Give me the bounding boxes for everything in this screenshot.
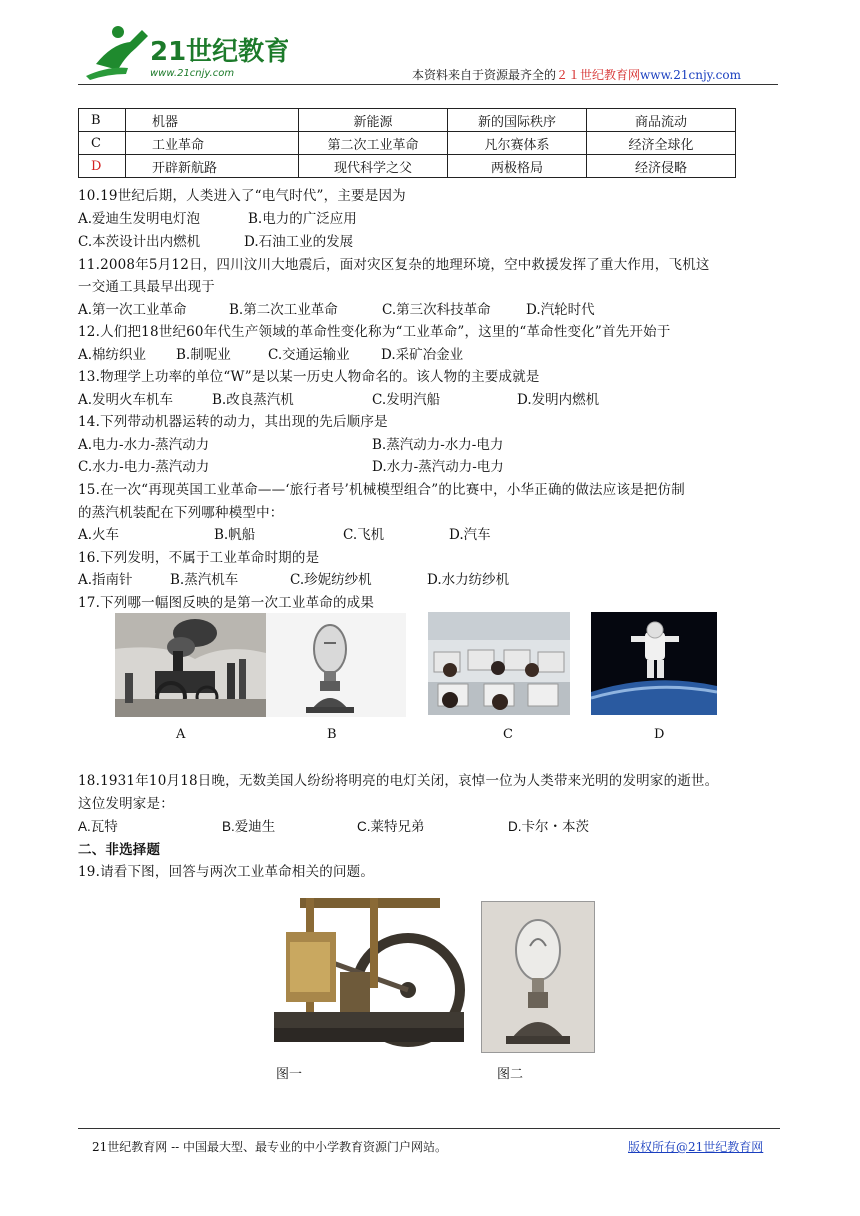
q18-option-b: B.爱迪生 [222, 819, 276, 834]
q17-stem: 17.下列哪一幅图反映的是第一次工业革命的成果 [78, 595, 375, 611]
q16-option-b: B.蒸汽机车 [170, 572, 239, 588]
q18-stem-1: 18.1931年10月18日晚，无数美国人纷纷将明亮的电灯关闭，哀悼一位为人类带来光明的发明家的逝世。 [78, 773, 719, 789]
q16-option-a: A.指南针 [78, 572, 133, 588]
q10-option-d: D.石油工业的发展 [244, 234, 354, 250]
q12-stem: 12.人们把18世纪60年代生产领域的革命性变化称为“工业革命”，这里的“革命性变化”首先开始于 [78, 324, 671, 340]
q15-stem-2: 的蒸汽机装配在下列哪种模型中： [78, 505, 284, 521]
figure-1-caption: 图一 [276, 1067, 303, 1082]
q10-stem: 10.19世纪后期，人类进入了“电气时代”，主要是因为 [78, 188, 406, 204]
q12-option-b: B.制呢业 [176, 347, 231, 363]
image-light-bulb [266, 613, 406, 717]
section-heading: 二、非选择题 [78, 842, 161, 858]
image-astronaut [591, 612, 717, 715]
q18-option-c: C.莱特兄弟 [357, 819, 425, 834]
q10-option-c: C.本茨设计出内燃机 [78, 234, 201, 250]
q11-option-c: C.第三次科技革命 [382, 302, 491, 318]
options-table [78, 108, 736, 178]
q15-option-d: D.汽车 [449, 527, 491, 543]
q13-option-a: A.发明火车机车 [78, 392, 174, 408]
q11-stem-2: 一交通工具最早出现于 [78, 279, 215, 295]
q18-option-d: D.卡尔・本茨 [508, 819, 589, 834]
table-row: D 开辟新航路 现代科学之父 两极格局 经济侵略 [79, 155, 736, 178]
footer-note: 21世纪教育网 -- 中国最大型、最专业的中小学教育资源门户网站。 [92, 1140, 448, 1154]
image-edison-bulb [481, 901, 595, 1053]
header-note: 本资料来自于资源最齐全的２１世纪教育网www.21cnjy.com [412, 68, 741, 82]
site-logo [78, 18, 288, 86]
q12-option-c: C.交通运输业 [268, 347, 350, 363]
q15-option-c: C.飞机 [343, 527, 385, 543]
q15-option-b: B.帆船 [214, 527, 256, 543]
q16-option-c: C.珍妮纺纱机 [290, 572, 372, 588]
svg-text:21世纪教育: 21世纪教育 [150, 37, 288, 67]
table-row: B 机器 新能源 新的国际秩序 商品流动 [79, 109, 736, 132]
q18-stem-2: 这位发明家是： [78, 796, 174, 812]
q14-option-a: A.电力-水力-蒸汽动力 [78, 437, 210, 453]
footer-divider [78, 1128, 780, 1129]
q19-stem: 19.请看下图，回答与两次工业革命相关的问题。 [78, 864, 375, 880]
header-divider [78, 84, 778, 85]
q17-label-a: A [176, 727, 186, 742]
q17-label-c: C [503, 727, 513, 742]
header-url-link[interactable]: www.21cnjy.com [640, 68, 741, 82]
figure-2-caption: 图二 [497, 1067, 524, 1082]
q14-stem: 14.下列带动机器运转的动力，其出现的先后顺序是 [78, 414, 388, 430]
svg-text:www.21cnjy.com: www.21cnjy.com [150, 68, 235, 79]
table-row: C 工业革命 第二次工业革命 凡尔赛体系 经济全球化 [79, 132, 736, 155]
q10-option-b: B.电力的广泛应用 [248, 211, 357, 227]
image-computer-classroom [428, 612, 570, 715]
q12-option-d: D.采矿冶金业 [381, 347, 464, 363]
image-steam-engine [270, 892, 472, 1049]
q13-option-d: D.发明内燃机 [517, 392, 600, 408]
q14-option-b: B.蒸汽动力-水力-电力 [372, 437, 504, 453]
q11-option-d: D.汽轮时代 [526, 302, 595, 318]
q10-option-a: A.爱迪生发明电灯泡 [78, 211, 201, 227]
q18-option-a: A.瓦特 [78, 819, 118, 834]
q11-option-b: B.第二次工业革命 [229, 302, 338, 318]
image-steam-locomotive [115, 613, 266, 717]
q15-stem-1: 15.在一次“再现英国工业革命——‘旅行者号’机械模型组合”的比赛中，小华正确的做法应该是把仿制 [78, 482, 685, 498]
q11-option-a: A.第一次工业革命 [78, 302, 187, 318]
q13-option-c: C.发明汽船 [372, 392, 441, 408]
q14-option-d: D.水力-蒸汽动力-电力 [372, 459, 504, 475]
q17-label-d: D [654, 727, 665, 742]
q17-label-b: B [327, 727, 337, 742]
footer-copyright-link[interactable]: 版权所有@21世纪教育网 [628, 1140, 764, 1154]
q11-stem-1: 11.2008年5月12日，四川汶川大地震后，面对灾区复杂的地理环境，空中救援发挥了重大作用，飞机这 [78, 257, 710, 273]
q13-option-b: B.改良蒸汽机 [212, 392, 294, 408]
q14-option-c: C.水力-电力-蒸汽动力 [78, 459, 210, 475]
q13-stem: 13.物理学上功率的单位“W”是以某一历史人物命名的。该人物的主要成就是 [78, 369, 540, 385]
q15-option-a: A.火车 [78, 527, 120, 543]
q16-option-d: D.水力纺纱机 [427, 572, 510, 588]
q12-option-a: A.棉纺织业 [78, 347, 147, 363]
q16-stem: 16.下列发明，不属于工业革命时期的是 [78, 550, 320, 566]
